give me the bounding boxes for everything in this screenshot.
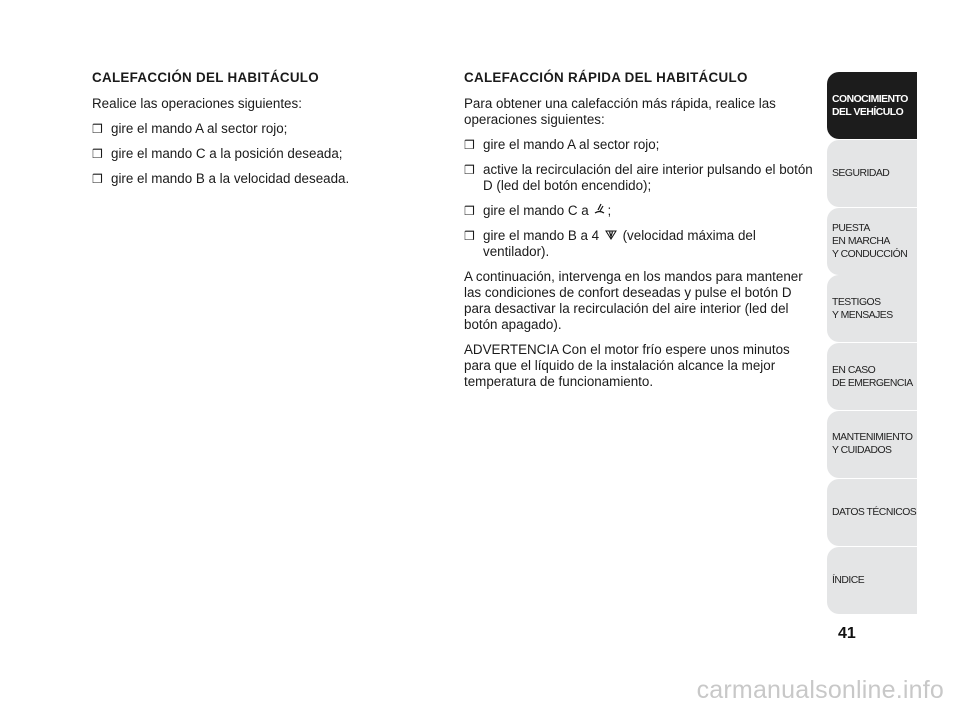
warning-paragraph: ADVERTENCIA Con el motor frío espere unos minutos para que el líquido de la instalación alcance la mejor temperatura de funcionamiento.	[464, 342, 790, 389]
checkbox-bullet-icon: ❒	[464, 204, 475, 218]
chapter-tabs	[827, 72, 917, 614]
fan-max-icon	[603, 228, 619, 244]
list-item: ❒ gire el mando A al sector rojo;	[92, 121, 288, 136]
left-column	[92, 70, 422, 196]
intro-text: Realice las operaciones siguientes:	[92, 96, 302, 111]
tab-seguridad[interactable]: SEGURIDAD	[827, 140, 917, 207]
checkbox-bullet-icon: ❒	[464, 229, 475, 243]
windshield-defrost-icon	[592, 203, 607, 219]
list-item: ❒ gire el mando B a 4 (velocidad máxima del ventilador).	[464, 228, 756, 259]
checkbox-bullet-icon: ❒	[464, 138, 475, 152]
section-title-rapid-heating: CALEFACCIÓN RÁPIDA DEL HABITÁCULO	[464, 70, 748, 85]
paragraph: A continuación, intervenga en los mandos para mantener las condiciones de confort deseadas y pulse el botón D para desactivar la recirculación del aire interior (led del botón apagado).	[464, 269, 803, 332]
checkbox-bullet-icon: ❒	[464, 163, 475, 177]
list-item: ❒ gire el mando C a ;	[464, 203, 612, 218]
list-item: ❒ gire el mando A al sector rojo;	[464, 137, 660, 152]
right-column	[464, 70, 816, 399]
page-number: 41	[838, 625, 856, 642]
tab-datos-tecnicos[interactable]: DATOS TÉCNICOS	[827, 479, 917, 546]
tab-mantenimiento[interactable]: MANTENIMIENTO Y CUIDADOS	[827, 411, 917, 478]
tab-indice[interactable]: ÍNDICE	[827, 547, 917, 614]
checkbox-bullet-icon: ❒	[92, 147, 103, 161]
list-item: ❒ active la recirculación del aire interior pulsando el botón D (led del botón encendido);	[464, 162, 813, 193]
tab-testigos[interactable]: TESTIGOS Y MENSAJES	[827, 275, 917, 342]
tab-puesta-en-marcha[interactable]: PUESTA EN MARCHA Y CONDUCCIÓN	[827, 208, 917, 275]
section-title-heating: CALEFACCIÓN DEL HABITÁCULO	[92, 70, 320, 85]
tab-conocimiento[interactable]: CONOCIMIENTO DEL VEHÍCULO	[827, 72, 917, 139]
watermark: carmanualsonline.info	[696, 676, 944, 704]
list-item: ❒ gire el mando B a la velocidad deseada.	[92, 171, 350, 186]
checkbox-bullet-icon: ❒	[92, 122, 103, 136]
intro-text: Para obtener una calefacción más rápida, realice las operaciones siguientes:	[464, 96, 776, 127]
checkbox-bullet-icon: ❒	[92, 172, 103, 186]
tab-emergencia[interactable]: EN CASO DE EMERGENCIA	[827, 343, 917, 410]
list-item: ❒ gire el mando C a la posición deseada;	[92, 146, 343, 161]
